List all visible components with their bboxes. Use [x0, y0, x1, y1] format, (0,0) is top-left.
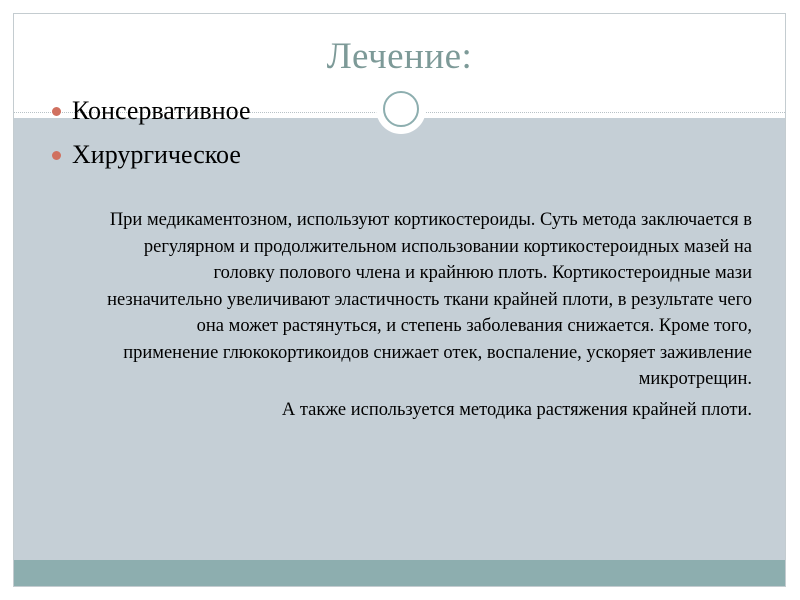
bullet-text: Хирургическое [72, 140, 241, 169]
list-item [50, 94, 250, 138]
paragraph: А также используется методика растяжения крайней плоти. [281, 399, 752, 420]
bullet-text: Консервативное [72, 96, 251, 125]
bullet-dot-icon [52, 107, 61, 116]
paragraph: При медикаментозном, используют кортикостероиды. Суть метода заключается в регулярном и продолжительном использовании кортикостероидных мазей на головку полового члена и крайнюю плоть. Кортикостероидные мази незначительно увеличивают эластичность ткани крайней плоти, в результате чего она может растянуться, и степень заболевания снижается. Кроме того, применение глюкокортикоидов снижает отек, воспаление, ускоряет заживление микротрещин. [107, 210, 752, 389]
bullet-dot-icon [52, 151, 61, 160]
circle-ornament-icon [383, 91, 419, 127]
body-text [104, 207, 752, 427]
list-item [50, 138, 250, 182]
slide-title: Лечение: [326, 36, 473, 77]
slide [13, 13, 786, 587]
bullet-list [50, 94, 250, 182]
footer-band [14, 560, 785, 587]
